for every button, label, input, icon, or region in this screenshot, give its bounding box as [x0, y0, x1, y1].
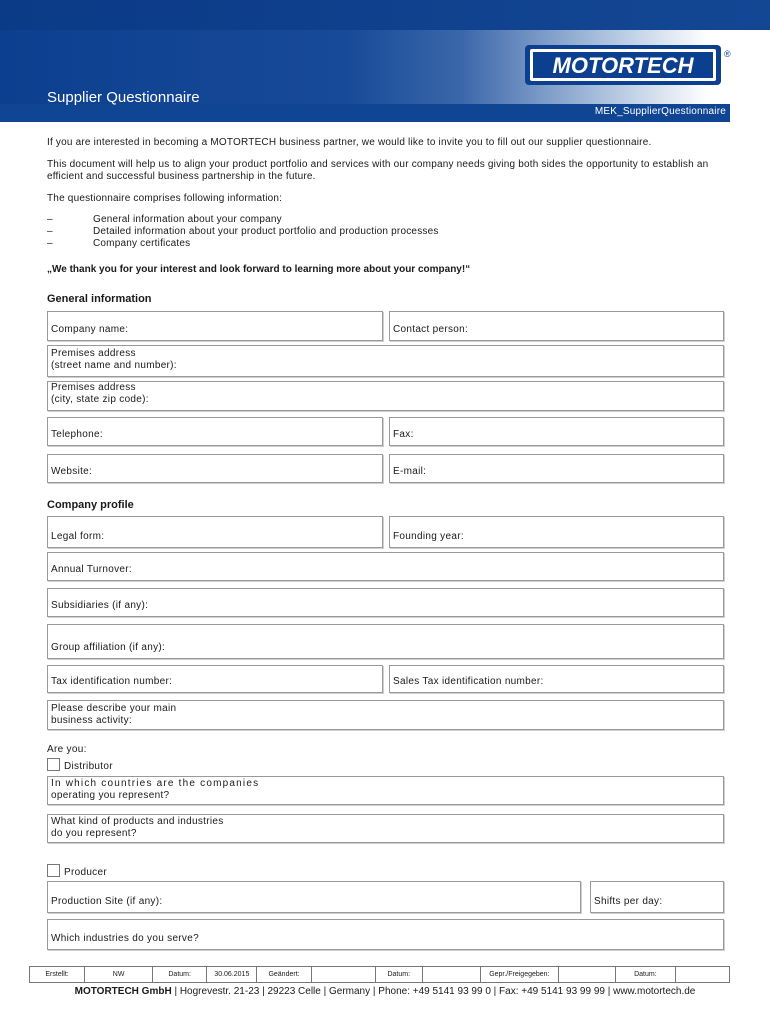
- company-name-label: Company name:: [51, 324, 129, 335]
- revision-cell-date-label-2: Datum:: [376, 967, 423, 982]
- revision-cell-date-value-2: [423, 967, 481, 982]
- revision-cell-approved-value: [559, 967, 616, 982]
- email-label: E-mail:: [393, 466, 427, 477]
- revision-cell-date-value-1: 30.06.2015: [207, 967, 257, 982]
- countries-label-line-1: In which countries are the companies: [51, 778, 260, 789]
- producer-checkbox[interactable]: [47, 864, 60, 877]
- premises-street-label-line-1: Premises address: [51, 348, 136, 359]
- countries-label-line-2: operating you represent?: [51, 790, 170, 801]
- founding-year-label: Founding year:: [393, 531, 464, 542]
- bullet-item-3: Company certificates: [93, 238, 191, 249]
- section-heading-general: General information: [47, 293, 152, 305]
- website-label: Website:: [51, 466, 93, 477]
- legal-form-field[interactable]: [47, 516, 383, 548]
- business-activity-label-line-2: business activity:: [51, 715, 132, 726]
- intro-paragraph-2-line-1: This document will help us to align your product portfolio and services with our company needs giving both sides the opportunity to establish an: [47, 159, 709, 170]
- telephone-label: Telephone:: [51, 429, 103, 440]
- countries-field[interactable]: [47, 776, 724, 805]
- motortech-logo: [525, 45, 732, 85]
- premises-city-label-line-1: Premises address: [51, 382, 136, 393]
- subsidiaries-field[interactable]: [47, 588, 724, 617]
- annual-turnover-field[interactable]: [47, 552, 724, 581]
- logo-registered-mark: ®: [724, 49, 731, 59]
- revision-cell-approved-label: Gepr./Freigegeben:: [481, 967, 559, 982]
- bullet-item-1: General information about your company: [93, 214, 282, 225]
- intro-paragraph-3: The questionnaire comprises following information:: [47, 193, 283, 204]
- sales-tax-id-label: Sales Tax identification number:: [393, 676, 544, 687]
- products-industries-field[interactable]: [47, 814, 724, 843]
- sales-tax-id-field[interactable]: [389, 665, 724, 693]
- email-field[interactable]: [389, 454, 724, 483]
- thank-you-quote: „We thank you for your interest and look forward to learning more about your company!“: [47, 264, 471, 275]
- website-field[interactable]: [47, 454, 383, 483]
- tax-id-field[interactable]: [47, 665, 383, 693]
- group-affiliation-label: Group affiliation (if any):: [51, 642, 166, 653]
- footer-company-name: MOTORTECH GmbH: [74, 986, 172, 997]
- logo-text: MOTORTECH: [552, 53, 694, 78]
- bullet-dash-1: –: [47, 214, 53, 225]
- shifts-per-day-label: Shifts per day:: [594, 896, 663, 907]
- footer-address: | Hogrevestr. 21-23 | 29223 Celle | Germany | Phone: +49 5141 93 99 0 | Fax: +49 5141 93 99 99 | www.motortech.de: [171, 986, 696, 997]
- telephone-field[interactable]: [47, 417, 383, 446]
- premises-street-label-line-2: (street name and number):: [51, 360, 177, 371]
- founding-year-field[interactable]: [389, 516, 724, 548]
- fax-label: Fax:: [393, 429, 414, 440]
- shifts-per-day-field[interactable]: [590, 881, 724, 913]
- annual-turnover-label: Annual Turnover:: [51, 564, 132, 575]
- revision-cell-created-value: NW: [85, 967, 153, 982]
- revision-cell-date-label-1: Datum:: [153, 967, 207, 982]
- tax-id-label: Tax identification number:: [51, 676, 173, 687]
- company-name-field[interactable]: [47, 311, 383, 341]
- contact-person-label: Contact person:: [393, 324, 469, 335]
- business-activity-label-line-1: Please describe your main: [51, 703, 177, 714]
- subsidiaries-label: Subsidiaries (if any):: [51, 600, 149, 611]
- company-footer: [0, 986, 770, 997]
- revision-cell-date-value-3: [676, 967, 729, 982]
- producer-label: Producer: [64, 867, 107, 878]
- are-you-label: Are you:: [47, 744, 87, 755]
- document-code: MEK_SupplierQuestionnaire: [594, 106, 726, 117]
- bullet-item-2: Detailed information about your product portfolio and production processes: [93, 226, 439, 237]
- distributor-label: Distributor: [64, 761, 113, 772]
- industries-served-label: Which industries do you serve?: [51, 933, 199, 944]
- contact-person-field[interactable]: [389, 311, 724, 341]
- revision-table: [29, 966, 730, 983]
- premises-city-field[interactable]: [47, 381, 724, 411]
- products-industries-label-line-1: What kind of products and industries: [51, 816, 224, 827]
- premises-city-label-line-2: (city, state zip code):: [51, 394, 149, 405]
- group-affiliation-field[interactable]: [47, 624, 724, 659]
- revision-cell-created-label: Erstellt:: [30, 967, 85, 982]
- industries-served-field[interactable]: [47, 919, 724, 950]
- distributor-checkbox[interactable]: [47, 758, 60, 771]
- fax-field[interactable]: [389, 417, 724, 446]
- production-site-label: Production Site (if any):: [51, 896, 163, 907]
- bullet-dash-3: –: [47, 238, 53, 249]
- intro-paragraph-2-line-2: efficient and successful business partnership in the future.: [47, 171, 316, 182]
- revision-cell-changed-value: [312, 967, 376, 982]
- business-activity-field[interactable]: [47, 700, 724, 730]
- production-site-field[interactable]: [47, 881, 581, 913]
- intro-paragraph-1: If you are interested in becoming a MOTORTECH business partner, we would like to invite you to fill out our supplier questionnaire.: [47, 137, 652, 148]
- products-industries-label-line-2: do you represent?: [51, 828, 137, 839]
- premises-street-field[interactable]: [47, 345, 724, 377]
- bullet-dash-2: –: [47, 226, 53, 237]
- legal-form-label: Legal form:: [51, 531, 105, 542]
- section-heading-profile: Company profile: [47, 499, 134, 511]
- revision-cell-changed-label: Geändert:: [257, 967, 311, 982]
- revision-cell-date-label-3: Datum:: [616, 967, 676, 982]
- page-title: Supplier Questionnaire: [47, 89, 200, 106]
